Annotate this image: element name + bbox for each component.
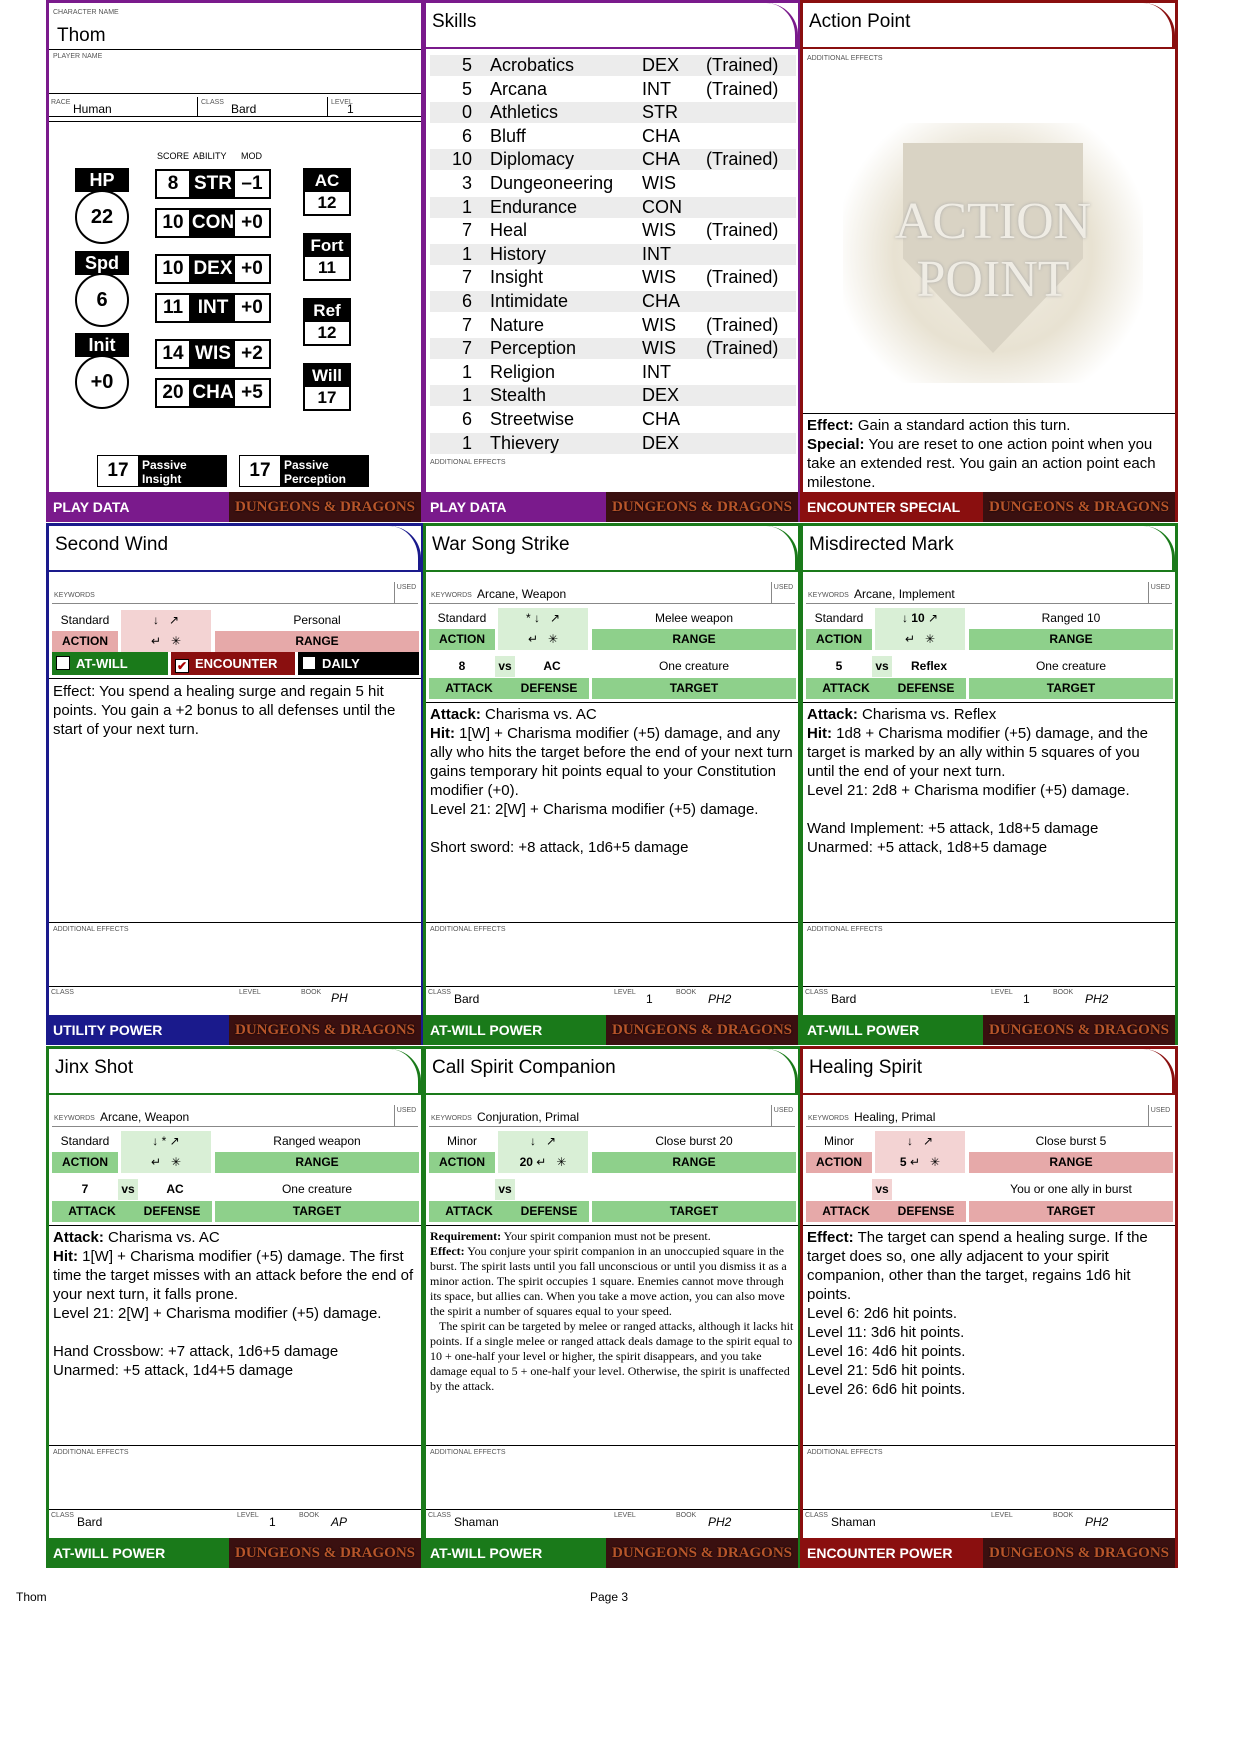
source-row: CLASS Bard LEVEL 1 BOOK PH2 (803, 986, 1175, 1008)
level-label: LEVEL (331, 99, 353, 106)
skill-row: 6 Intimidate CHA (430, 291, 796, 312)
skill-row: 6 Streetwise CHA (461, 409, 681, 429)
range-icons-2: ↵ ✳ (121, 1152, 211, 1173)
range-label: RANGE (969, 1152, 1173, 1173)
freq-at-will[interactable]: AT-WILL (52, 652, 168, 675)
skill-row: 7 Insight WIS (Trained) (461, 267, 779, 288)
range-label: RANGE (969, 629, 1173, 650)
defense-label: DEFENSE (886, 1201, 966, 1222)
range-icons: * ↓ ↗ (498, 608, 588, 629)
additional-effects-label: ADDITIONAL EFFECTS (53, 1449, 129, 1456)
vs: vs (118, 1179, 138, 1200)
target-label: TARGET (215, 1201, 419, 1222)
target: One creature (1035, 659, 1107, 673)
range-value: Personal (293, 613, 341, 627)
keywords-row: KEYWORDS Conjuration, Primal USED (429, 1105, 795, 1127)
defense-will: Will 17 (303, 363, 351, 411)
target: You or one ally in burst (1010, 1182, 1132, 1196)
call-spirit-companion-card (423, 1046, 801, 1568)
character-name: Thom (57, 25, 106, 46)
action-type: Minor (446, 1134, 477, 1148)
play-data-card (46, 0, 424, 522)
second-wind-card (46, 523, 424, 1045)
card-title: Call Spirit Companion (432, 1057, 616, 1078)
card-title: Second Wind (55, 534, 169, 555)
passive-insight: 17 Passive Insight (97, 455, 227, 487)
range-icons-2: 5 ↵ ✳ (875, 1152, 965, 1173)
defense-fort: Fort 11 (303, 233, 351, 281)
skill-row: 1 Stealth DEX (430, 385, 796, 406)
additional-effects-label: ADDITIONAL EFFECTS (430, 459, 506, 466)
source-row: CLASS Bard LEVEL 1 BOOK AP (49, 1509, 421, 1531)
skill-row: 5 Arcana INT (Trained) (461, 78, 779, 99)
source-row: CLASS Shaman LEVEL BOOK PH2 (803, 1509, 1175, 1531)
action-label: ACTION (429, 629, 495, 650)
attack-label: ATTACK (806, 1201, 886, 1222)
target-label: TARGET (592, 678, 796, 699)
class: Bard (231, 102, 257, 116)
card-title: Healing Spirit (809, 1057, 922, 1078)
passive-perception: 17 Passive Perception (239, 455, 369, 487)
power-text: Attack: Charisma vs. AC Hit: 1[W] + Charisma modifier (+5) damage. The first time the target misses with an attack before the end of your next turn, it falls prone. Level 21: 2[W] + Charisma modifier (+5) damage. Hand Crossbow: +7 attack, 1d6+5 damage Unarmed: +5 attack, 1d4+5 damage (53, 1229, 414, 1379)
skill-row: 5 Acrobatics DEX (Trained) (430, 55, 796, 76)
card-footer: AT-WILL POWER DUNGEONS & DRAGONS (803, 1015, 1175, 1045)
action-point-art: ACTION POINT (843, 123, 1143, 383)
action-label: ACTION (806, 1152, 872, 1173)
card-title: Misdirected Mark (809, 534, 954, 555)
power-text: Effect: The target can spend a healing surge. If the target does so, one ally adjacent to your spirit companion, other than the target, regains 1d6 hit points. Level 6: 2d6 hit points. Level 11: 3d6 hit points. Level 16: 4d6 hit points. Level 21: 5d6 hit points. Level 26: 6d6 hit points. (807, 1229, 1148, 1398)
jinx-shot-card (46, 1046, 424, 1568)
power-text: Effect: You spend a healing surge and regain 5 hit points. You gain a +2 bonus to all defenses until the start of your next turn. (53, 683, 396, 738)
skill-row: 10 Diplomacy CHA (Trained) (430, 149, 796, 170)
power-text: Requirement: Your spirit companion must not be present. Effect: You conjure your spirit companion in an unoccupied square in the burst. The spirit lasts until you fall unconscious or until you dismiss it as a minor action. The spirit occupies 1 square. Enemies cannot move through its space, but allies can. When you take a move action, you can also move the spirit a number of squares equal to your speed. The spirit can be targeted by melee or ranged attacks, although it lacks hit points. If a single melee or ranged attack deals damage to the spirit equal to 10 + one-half your level or higher, the spirit disappears, and you take damage equal to 5 + one-half your level. Otherwise, the spirit is unaffected by the attack. (430, 1229, 794, 1393)
skill-row: 1 Endurance CON (430, 197, 796, 218)
score-header: SCORE (157, 151, 190, 161)
dnd-logo: DUNGEONS & DRAGONS (983, 1538, 1175, 1568)
target: One creature (658, 659, 730, 673)
range-label: RANGE (215, 631, 419, 652)
additional-effects-label: ADDITIONAL EFFECTS (430, 1449, 506, 1456)
vs: vs (872, 1179, 892, 1200)
action-point-text: Effect: Gain a standard action this turn. Special: You are reset to one action point when you take an extended rest. You gain an action point each milestone. (807, 417, 1156, 491)
defense: AC (543, 659, 561, 673)
range-icons-2: ↵ ✳ (121, 631, 211, 652)
power-text: Attack: Charisma vs. AC Hit: 1[W] + Charisma modifier (+5) damage, and any ally who hits the target before the end of your next turn gains temporary hit points equal to your Constitution modifier (+0). Level 21: 2[W] + Charisma modifier (+5) damage. Short sword: +8 attack, 1d6+5 damage (430, 706, 793, 856)
class-label: CLASS (201, 99, 224, 106)
card-title: War Song Strike (432, 534, 570, 555)
defense-label: DEFENSE (509, 1201, 589, 1222)
ability-str: 8 STR –1 (155, 169, 271, 199)
target-label: TARGET (969, 678, 1173, 699)
character-name-label: CHARACTER NAME (53, 9, 119, 16)
target: One creature (281, 1182, 353, 1196)
page-number: Page 3 (590, 1590, 629, 1604)
additional-effects-label: ADDITIONAL EFFECTS (807, 926, 883, 933)
range-icons-2: 20 ↵ ✳ (498, 1152, 588, 1173)
card-title: Jinx Shot (55, 1057, 134, 1078)
range-value: Ranged weapon (273, 1134, 361, 1148)
ability-int: 11 INT +0 (155, 293, 271, 323)
freq-encounter[interactable]: ✔ ENCOUNTER (171, 652, 295, 675)
action-label: ACTION (52, 631, 118, 652)
range-label: RANGE (592, 629, 796, 650)
source-row: CLASS LEVEL BOOK PH (49, 986, 421, 1008)
card-footer: PLAY DATA DUNGEONS & DRAGONS (426, 492, 798, 522)
range-value: Close burst 5 (1035, 1134, 1107, 1148)
dnd-logo: DUNGEONS & DRAGONS (606, 492, 798, 522)
action-type: Standard (437, 611, 487, 625)
mod-header: MOD (241, 151, 262, 161)
page-character-name: Thom (16, 1590, 47, 1604)
attack-bonus: 7 (81, 1182, 89, 1196)
range-value: Ranged 10 (1041, 611, 1101, 625)
range-icons: ↓ * ↗ (121, 1131, 211, 1152)
keywords-row: KEYWORDS Arcane, Weapon USED (429, 582, 795, 604)
skill-row: 1 History INT (430, 244, 796, 265)
dnd-logo: DUNGEONS & DRAGONS (229, 492, 421, 522)
defense-ref: Ref 12 (303, 298, 351, 346)
race: Human (73, 102, 112, 116)
vs: vs (495, 1179, 515, 1200)
skill-row: 1 Thievery DEX (430, 433, 796, 454)
init-value: +0 (75, 355, 129, 409)
skill-row: 0 Athletics STR (430, 102, 796, 123)
range-icons: ↓ ↗ (498, 1131, 588, 1152)
target-label: TARGET (592, 1201, 796, 1222)
action-type: Minor (823, 1134, 854, 1148)
additional-effects-label: ADDITIONAL EFFECTS (807, 55, 883, 62)
card-footer: ENCOUNTER POWER DUNGEONS & DRAGONS (803, 1538, 1175, 1568)
card-footer: AT-WILL POWER DUNGEONS & DRAGONS (426, 1538, 798, 1568)
action-label: ACTION (806, 629, 872, 650)
range-icons: ↓ ↗ (875, 1131, 965, 1152)
action-type: Standard (814, 611, 864, 625)
additional-effects-label: ADDITIONAL EFFECTS (807, 1449, 883, 1456)
source-row: CLASS Shaman LEVEL BOOK PH2 (426, 1509, 798, 1531)
range-label: RANGE (592, 1152, 796, 1173)
attack-label: ATTACK (429, 678, 509, 699)
keywords-row: KEYWORDS Arcane, Weapon USED (52, 1105, 418, 1127)
keywords-row: KEYWORDS Arcane, Implement USED (806, 582, 1172, 604)
ability-header: ABILITY (193, 151, 227, 161)
ability-dex: 10 DEX +0 (155, 254, 271, 284)
dnd-logo: DUNGEONS & DRAGONS (606, 1015, 798, 1045)
card-footer: UTILITY POWER DUNGEONS & DRAGONS (49, 1015, 421, 1045)
keywords-row: KEYWORDS USED (52, 582, 418, 604)
power-text: Attack: Charisma vs. Reflex Hit: 1d8 + Charisma modifier (+5) damage, and the target is marked by an ally within 5 squares of you until the end of your next turn. Level 21: 2d8 + Charisma modifier (+5) damage. Wand Implement: +5 attack, 1d8+5 damage Unarmed: +5 attack, 1d8+5 damage (807, 706, 1149, 856)
dnd-logo: DUNGEONS & DRAGONS (229, 1015, 421, 1045)
defense-label: DEFENSE (509, 678, 589, 699)
dnd-logo: DUNGEONS & DRAGONS (606, 1538, 798, 1568)
dnd-logo: DUNGEONS & DRAGONS (983, 1015, 1175, 1045)
attack-bonus: 5 (835, 659, 843, 673)
skills-card (423, 0, 801, 522)
card-footer: PLAY DATA DUNGEONS & DRAGONS (49, 492, 421, 522)
range-icons: ↓ ↗ (121, 610, 211, 631)
ability-wis: 14 WIS +2 (155, 339, 271, 369)
vs: vs (495, 656, 515, 677)
healing-spirit-card (800, 1046, 1178, 1568)
skill-row: 7 Nature WIS (Trained) (461, 314, 779, 335)
skill-row: 1 Religion INT (461, 361, 671, 382)
dnd-logo: DUNGEONS & DRAGONS (983, 492, 1175, 522)
defense: Reflex (910, 659, 948, 673)
additional-effects-label: ADDITIONAL EFFECTS (430, 926, 506, 933)
attack-label: ATTACK (52, 1201, 132, 1222)
additional-effects-label: ADDITIONAL EFFECTS (53, 926, 129, 933)
attack-label: ATTACK (429, 1201, 509, 1222)
action-type: Standard (60, 1134, 110, 1148)
misdirected-mark-card (800, 523, 1178, 1045)
attack-bonus: 8 (458, 659, 466, 673)
war-song-strike-card (423, 523, 801, 1045)
ability-cha: 20 CHA +5 (155, 378, 271, 408)
keywords-row: KEYWORDS Healing, Primal USED (806, 1105, 1172, 1127)
card-footer: ENCOUNTER SPECIAL DUNGEONS & DRAGONS (803, 492, 1175, 522)
range-value: Melee weapon (654, 611, 734, 625)
dnd-logo: DUNGEONS & DRAGONS (229, 1538, 421, 1568)
skill-row: 7 Heal WIS (Trained) (461, 220, 779, 241)
ability-con: 10 CON +0 (155, 208, 271, 238)
freq-daily[interactable]: DAILY (298, 652, 419, 675)
card-title: Skills (432, 11, 477, 32)
player-name-label: PLAYER NAME (53, 53, 103, 60)
race-label: RACE (51, 99, 71, 106)
skill-row: 3 Dungeoneering WIS (461, 173, 676, 193)
defense-label: DEFENSE (132, 1201, 212, 1222)
range-icons: ↓ 10 ↗ (875, 608, 965, 629)
range-icons-2: ↵ ✳ (875, 629, 965, 650)
card-footer: AT-WILL POWER DUNGEONS & DRAGONS (426, 1015, 798, 1045)
skill-row: 6 Bluff CHA (461, 125, 681, 146)
action-point-card (800, 0, 1178, 522)
defense-ac: AC 12 (303, 168, 351, 216)
hp-value: 22 (75, 190, 129, 244)
speed-label: Spd (75, 251, 129, 275)
init-label: Init (75, 333, 129, 357)
action-label: ACTION (429, 1152, 495, 1173)
range-icons-2: ↵ ✳ (498, 629, 588, 650)
hp-label: HP (75, 168, 129, 192)
level: 1 (347, 102, 354, 116)
target-label: TARGET (969, 1201, 1173, 1222)
range-value: Close burst 20 (655, 1134, 733, 1148)
action-type: Standard (60, 613, 110, 627)
card-title: Action Point (809, 11, 911, 32)
speed-value: 6 (75, 273, 129, 327)
card-footer: AT-WILL POWER DUNGEONS & DRAGONS (49, 1538, 421, 1568)
action-label: ACTION (52, 1152, 118, 1173)
skill-row: 7 Perception WIS (Trained) (430, 338, 796, 359)
range-label: RANGE (215, 1152, 419, 1173)
attack-label: ATTACK (806, 678, 886, 699)
source-row: CLASS Bard LEVEL 1 BOOK PH2 (426, 986, 798, 1008)
defense-label: DEFENSE (886, 678, 966, 699)
vs: vs (872, 656, 892, 677)
defense: AC (166, 1182, 184, 1196)
